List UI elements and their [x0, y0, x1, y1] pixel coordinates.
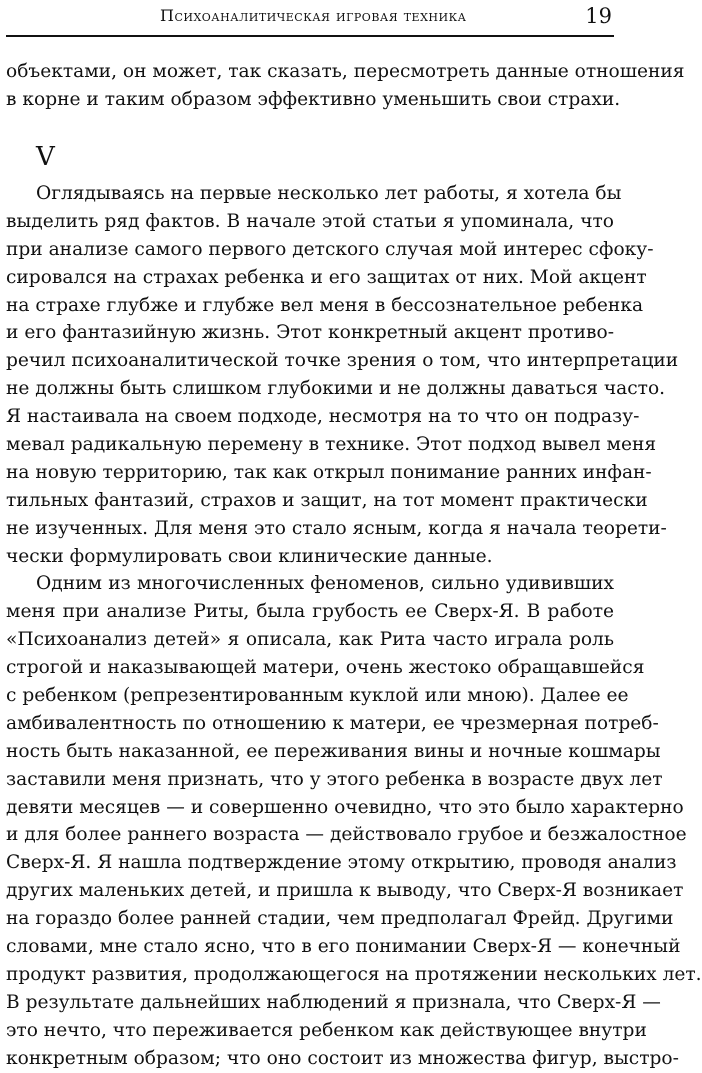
text-line: на гораздо более ранней стадии, чем предполагал Фрейд. Другими [6, 908, 674, 930]
text-line: речил психоаналитической точке зрения о том, что интерпретации [6, 350, 679, 372]
text-line: словами, мне стало ясно, что в его понимании Сверх-Я — конечный [6, 936, 681, 958]
text-line: в корне и таким образом эффективно уменьшить свои страхи. [6, 88, 621, 110]
section-heading: V [36, 142, 55, 172]
text-line: «Психоанализ детей» я описала, как Рита часто играла роль [6, 629, 614, 651]
running-title: Психоаналитическая игровая техника [160, 6, 467, 25]
text-line: Оглядываясь на первые несколько лет работы, я хотела бы [36, 183, 622, 204]
text-line: Одним из многочисленных феноменов, сильно удививших [36, 573, 614, 595]
text-line: конкретным образом; что оно состоит из множества фигур, выстро- [6, 1047, 679, 1069]
text-line: других маленьких детей, и пришла к выводу, что Сверх-Я возникает [6, 880, 684, 902]
text-line: и его фантазийную жизнь. Этот конкретный акцент противо- [6, 322, 614, 344]
text-line: девяти месяцев — и совершенно очевидно, что это было характерно [6, 796, 684, 818]
text-line: В результате дальнейших наблюдений я признала, что Сверх-Я — [6, 991, 661, 1013]
text-line: и для более раннего возраста — действовало грубое и безжалостное [6, 824, 687, 846]
text-line: Я настаивала на своем подходе, несмотря на то что он подразу- [6, 406, 640, 428]
text-line: продукт развития, продолжающегося на протяжении нескольких лет. [6, 963, 702, 985]
text-line: Сверх-Я. Я нашла подтверждение этому открытию, проводя анализ [6, 852, 677, 874]
text-line: чески формулировать свои клинические данные. [6, 545, 493, 567]
text-line: амбивалентность по отношению к матери, ее чрезмерная потреб- [6, 712, 659, 734]
text-line: объектами, он может, так сказать, пересмотреть данные отношения [6, 61, 685, 82]
text-line: не должны быть слишком глубокими и не должны даваться часто. [6, 378, 666, 400]
main-text [6, 180, 702, 1073]
text-line: на страхе глубже и глубже вел меня в бессознательное ребенка [6, 294, 644, 316]
text-line: это нечто, что переживается ребенком как действующее внутри [6, 1019, 647, 1041]
text-line: меня при анализе Риты, была грубость ее Сверх-Я. В работе [6, 601, 614, 623]
text-line: тильных фантазий, страхов и защит, на тот момент практически [6, 489, 648, 511]
text-line: не изученных. Для меня это стало ясным, когда я начала теорети- [6, 517, 667, 539]
text-line: заставили меня признать, что у этого ребенка в возрасте двух лет [6, 768, 663, 790]
text-line: мевал радикальную перемену в технике. Этот подход вывел меня [6, 434, 657, 456]
continuation-paragraph [6, 58, 685, 114]
running-header [0, 4, 620, 34]
header-rule [6, 35, 614, 37]
text-line: с ребенком (репрезентированным куклой или мною). Далее ее [6, 685, 629, 707]
text-line: выделить ряд фактов. В начале этой статьи я упоминала, что [6, 210, 614, 232]
text-line: строгой и наказывающей матери, очень жестоко обращавшейся [6, 657, 645, 679]
text-line: ность быть наказанной, ее переживания вины и ночные кошмары [6, 740, 661, 762]
text-line: при анализе самого первого детского случая мой интерес сфоку- [6, 238, 654, 260]
text-line: сировался на страхах ребенка и его защитах от них. Мой акцент [6, 266, 647, 288]
page-number: 19 [585, 4, 612, 28]
text-line: на новую территорию, так как открыл понимание ранних инфан- [6, 461, 652, 483]
